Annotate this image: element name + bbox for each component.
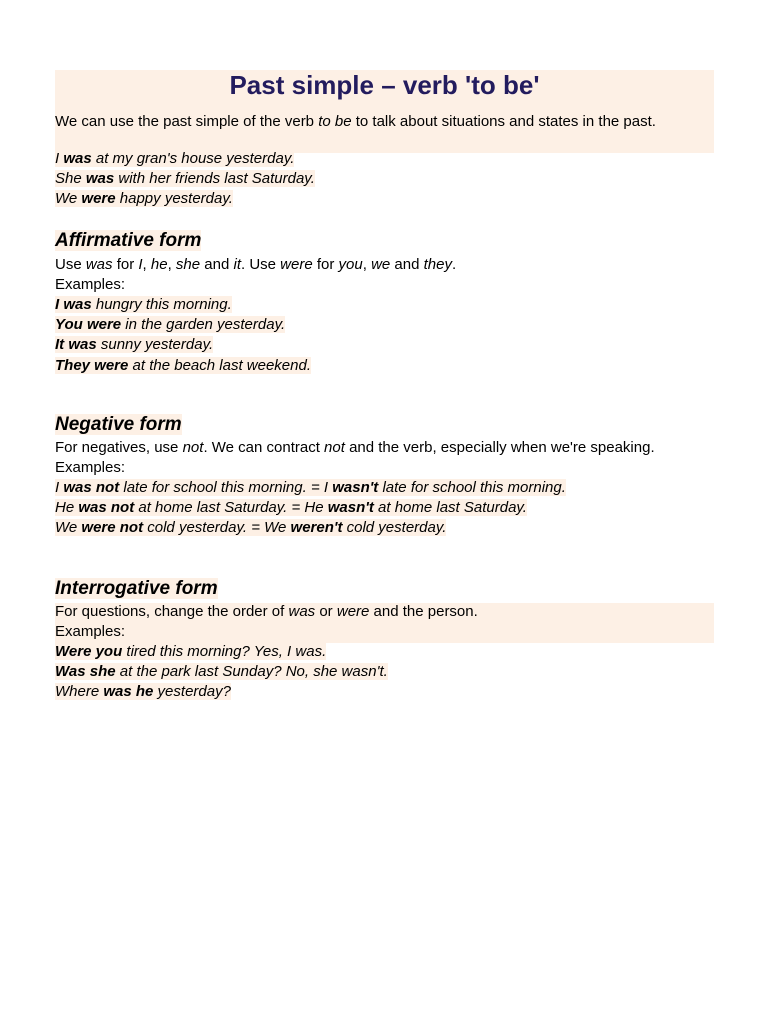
affirmative-examples-label: Examples: <box>55 276 126 293</box>
negative-example: We were not cold yesterday. = We weren't cold yesterday. <box>55 519 447 536</box>
affirmative-heading: Affirmative form <box>55 230 202 251</box>
interrogative-example: Was she at the park last Sunday? No, she wasn't. <box>55 663 388 680</box>
affirmative-example: They were at the beach last weekend. <box>55 357 311 374</box>
title-block <box>55 70 714 153</box>
affirmative-example: I was hungry this morning. <box>55 296 232 313</box>
affirmative-example: It was sunny yesterday. <box>55 336 214 353</box>
page-title: Past simple – verb 'to be' <box>229 70 540 100</box>
negative-heading: Negative form <box>55 414 182 435</box>
interrogative-heading: Interrogative form <box>55 578 218 599</box>
intro-example: We were happy yesterday. <box>55 190 233 207</box>
intro-text-part: We can use the past simple of the verb <box>55 113 319 130</box>
intro-example: She was with her friends last Saturday. <box>55 170 315 187</box>
interrogative-rule: For questions, change the order of was or were and the person. <box>55 603 478 620</box>
negative-example: I was not late for school this morning. = I wasn't late for school this morning. <box>55 479 566 496</box>
affirmative-rule: Use was for I, he, she and it. Use were for you, we and they. <box>55 256 457 273</box>
interrogative-example: Where was he yesterday? <box>55 683 231 700</box>
interrogative-examples-label: Examples: <box>55 623 126 640</box>
negative-examples-label: Examples: <box>55 459 126 476</box>
negative-rule: For negatives, use not. We can contract not and the verb, especially when we're speaking. <box>55 439 655 456</box>
affirmative-example: You were in the garden yesterday. <box>55 316 286 333</box>
intro-text-italic: to be <box>318 113 352 130</box>
negative-example: He was not at home last Saturday. = He wasn't at home last Saturday. <box>55 499 527 516</box>
interrogative-example: Were you tired this morning? Yes, I was. <box>55 643 327 660</box>
intro-example: I was at my gran's house yesterday. <box>55 150 295 167</box>
intro-text-part: to talk about situations and states in the past. <box>351 113 656 130</box>
intro-text <box>55 112 714 132</box>
